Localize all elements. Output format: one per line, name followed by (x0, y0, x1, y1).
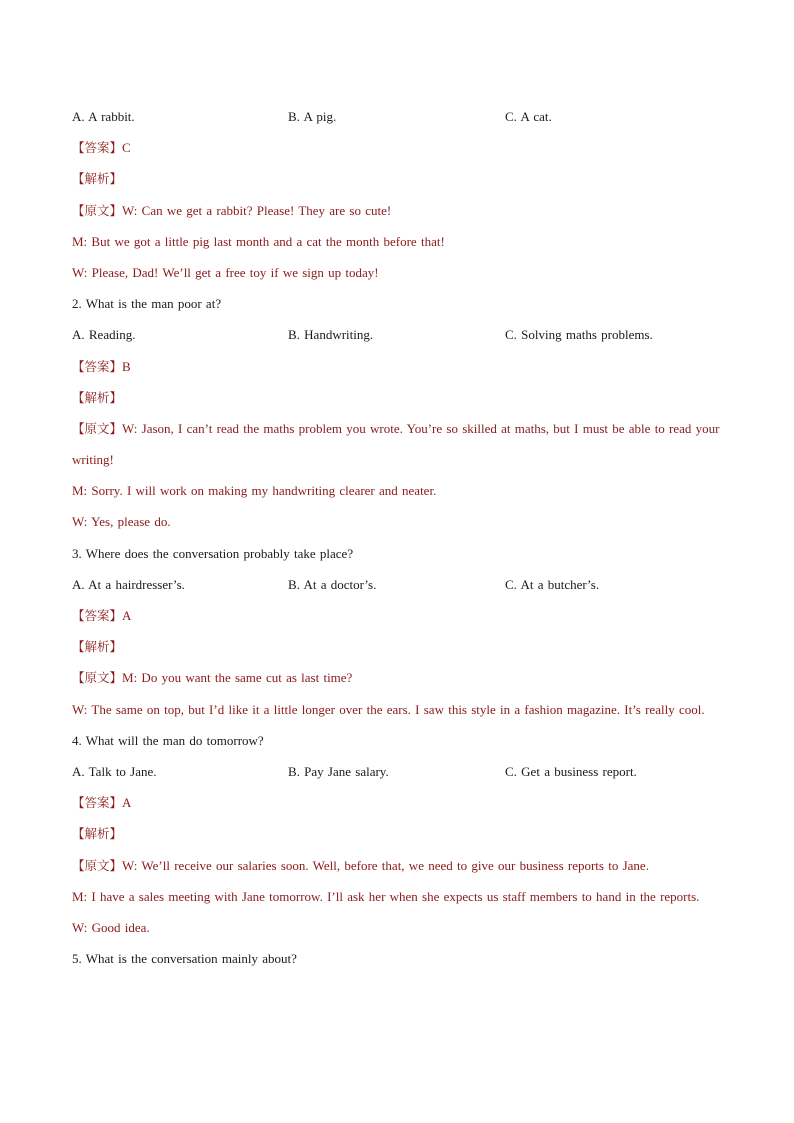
q2-option-c: C. Solving maths problems. (505, 327, 653, 343)
answer-value: B (122, 358, 131, 374)
analysis-tag: 【解析】 (72, 639, 123, 655)
q4-transcript-line-1 (72, 850, 732, 881)
q3-question: 3. Where does the conversation probably take place? (72, 545, 354, 561)
transcript-tag: 【原文】 (72, 420, 123, 436)
q4-transcript-line-3: W: Good idea. (72, 919, 150, 935)
answer-value: C (122, 140, 131, 156)
q3-analysis (72, 631, 732, 662)
transcript-text: W: We’ll receive our salaries soon. Well, before that, we need to give our business reports to Jane. (122, 857, 649, 873)
q3-answer (72, 600, 732, 631)
document-page (72, 101, 732, 974)
q1-transcript-line-2: M: But we got a little pig last month and a cat the month before that! (72, 233, 445, 249)
q2-option-b: B. Handwriting. (288, 327, 374, 343)
q3-transcript-line-1 (72, 662, 732, 693)
analysis-tag: 【解析】 (72, 826, 123, 842)
q1-transcript-line-1 (72, 195, 732, 226)
analysis-tag: 【解析】 (72, 171, 123, 187)
q3-options (72, 569, 732, 600)
q4-answer (72, 787, 732, 818)
answer-tag: 【答案】 (72, 358, 123, 374)
q4-transcript-line-2: M: I have a sales meeting with Jane tomorrow. I’ll ask her when she expects us staff members to hand in the reports. (72, 888, 700, 904)
q2-options (72, 319, 732, 350)
q1-answer (72, 132, 732, 163)
q4-analysis (72, 818, 732, 849)
q4-options (72, 756, 732, 787)
q2-analysis (72, 382, 732, 413)
q5-question: 5. What is the conversation mainly about? (72, 951, 297, 967)
q3-option-c: C. At a butcher’s. (505, 576, 600, 592)
q4-option-a: A. Talk to Jane. (72, 763, 157, 779)
q1-analysis (72, 163, 732, 194)
transcript-text: W: Jason, I can’t read the maths problem you wrote. You’re so skilled at maths, but I must be able to read your writing! (72, 420, 720, 468)
q3-option-b: B. At a doctor’s. (288, 576, 377, 592)
answer-tag: 【答案】 (72, 140, 123, 156)
q2-transcript-line-3: W: Yes, please do. (72, 514, 171, 530)
transcript-tag: 【原文】 (72, 857, 123, 873)
q1-option-a: A. A rabbit. (72, 109, 135, 124)
q1-transcript-line-3: W: Please, Dad! We’ll get a free toy if we sign up today! (72, 264, 379, 280)
q2-transcript-line-1 (72, 413, 732, 475)
answer-tag: 【答案】 (72, 795, 123, 811)
q2-question: 2. What is the man poor at? (72, 296, 222, 312)
q4-option-b: B. Pay Jane salary. (288, 763, 389, 779)
transcript-tag: 【原文】 (72, 202, 123, 218)
transcript-text: M: Do you want the same cut as last time? (122, 670, 353, 686)
answer-value: A (122, 795, 132, 811)
q2-transcript-line-2: M: Sorry. I will work on making my handwriting clearer and neater. (72, 483, 437, 499)
q1-option-b: B. A pig. (288, 109, 337, 124)
q1-option-c: C. A cat. (505, 109, 552, 124)
q2-option-a: A. Reading. (72, 327, 136, 343)
q1-options (72, 101, 732, 132)
q4-option-c: C. Get a business report. (505, 763, 637, 779)
analysis-tag: 【解析】 (72, 389, 123, 405)
q2-answer (72, 351, 732, 382)
transcript-tag: 【原文】 (72, 670, 123, 686)
q4-question: 4. What will the man do tomorrow? (72, 732, 264, 748)
q3-transcript-line-2: W: The same on top, but I’d like it a little longer over the ears. I saw this style in a fashion magazine. It’s really cool. (72, 701, 705, 717)
transcript-text: W: Can we get a rabbit? Please! They are so cute! (122, 202, 392, 218)
q3-option-a: A. At a hairdresser’s. (72, 576, 185, 592)
answer-tag: 【答案】 (72, 608, 123, 624)
answer-value: A (122, 608, 132, 624)
